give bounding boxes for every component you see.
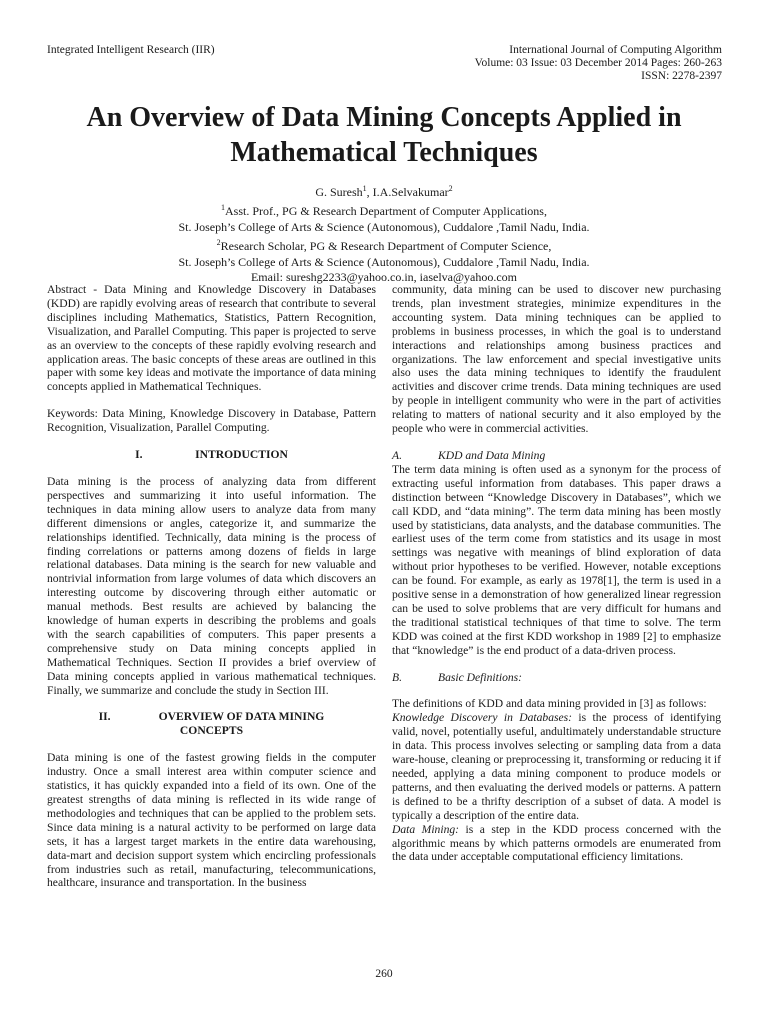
left-column xyxy=(47,283,376,890)
overview-text: Data mining is one of the fastest growing fields in the computer industry. Once a small interest area within computer science and statistics, it has quickly expanded into a field of its own. One of the greatest strengths of data mining is reflected in its wide range of methodologies and techniques that can be applied to the problem sets. Since data mining is a natural activity to be performed on large data sets, it has a largest target markets in the entire data warehousing, data-mart and decision support system which encircling professionals from industries such as retail, manufacturing, telecommunications, healthcare, insurance and transportation. In the business xyxy=(47,751,376,890)
author-2: I.A.Selvakumar xyxy=(372,185,449,199)
definition-data-mining-text: is a step in the KDD process concerned with the algorithmic means by which patterns ormodels are enumerated from the data under acceptable computational efficiency limitations. xyxy=(392,822,721,864)
subsection-a-title: KDD and Data Mining xyxy=(438,448,546,462)
affiliation-1-line-2: St. Joseph’s College of Arts & Science (Autonomous), Cuddalore ,Tamil Nadu, India. xyxy=(178,219,590,234)
kdd-text: The term data mining is often used as a synonym for the process of extracting useful information from databases. This paper draws a distinction between “Knowledge Discovery in Databases”, which we call KDD, and “data mining”. The term data mining has been mostly used by statisticians, data analysts, and the database communities. The earliest uses of the term come from statistics and its usage in most settings was negative with meanings of blind exploration of data without prior hypotheses to be verified. However, notable exceptions can be found. For example, as early as 1978[1], the term is used in a positive sense in a demonstration of how generalized linear regression can be used to solve problems that are very difficult for humans and the traditional statistical techniques of that time to solve. The term KDD was coined at the first KDD workshop in 1989 [2] to emphasize that “knowledge” is the end product of a data-driven process. xyxy=(392,462,721,657)
definitions-intro: The definitions of KDD and data mining provided in [3] as follows: xyxy=(392,697,707,711)
section-2-title-line-2: CONCEPTS xyxy=(179,724,244,738)
author-names xyxy=(0,181,768,200)
affiliation-1 xyxy=(0,200,768,219)
subsection-a-number: A. xyxy=(392,448,402,462)
subsection-b-heading xyxy=(392,671,721,685)
subsection-a-heading xyxy=(392,449,721,463)
author-separator: , xyxy=(366,185,373,199)
definition-kdd xyxy=(392,711,721,822)
section-1-heading xyxy=(47,448,376,462)
definition-data-mining-term: Data Mining: xyxy=(392,822,460,836)
journal-info xyxy=(475,44,722,83)
section-2-number: II. xyxy=(98,710,111,724)
subsection-b-number: B. xyxy=(392,670,402,684)
author-email: Email: sureshg2233@yahoo.co.in, iaselva@yahoo.com xyxy=(250,270,518,285)
page-number: 260 xyxy=(375,968,393,980)
affiliation-2-line-1: Research Scholar, PG & Research Department of Computer Science, xyxy=(220,239,552,254)
abstract: Abstract - Data Mining and Knowledge Discovery in Databases (KDD) are rapidly evolving areas of research that contribute to several disciplines including Mathematics, Statistics, Pattern Recognition, Visualization, and Parallel Computing. This paper is projected to serve as an overview to the concepts of these rapidly evolving research and application areas. The basic concepts of these areas are outlined in this paper with some key ideas and motivate the importance of data mining concepts applied in Mathematical Techniques. xyxy=(47,283,376,394)
section-2-heading xyxy=(47,710,376,738)
paper-title xyxy=(30,100,738,170)
title-line-1: An Overview of Data Mining Concepts Applied in xyxy=(86,102,682,133)
affiliation-1-line-1: Asst. Prof., PG & Research Department of Computer Applications, xyxy=(225,204,547,219)
section-1-number: I. xyxy=(135,448,143,462)
author-1: G. Suresh xyxy=(315,185,363,199)
journal-volume: Volume: 03 Issue: 03 December 2014 Pages: 260-263 xyxy=(474,57,722,69)
journal-issn: ISSN: 2278-2397 xyxy=(641,70,722,82)
affiliation-2-line-2: St. Joseph’s College of Arts & Science (Autonomous), Cuddalore ,Tamil Nadu, India. xyxy=(178,254,590,269)
definition-data-mining xyxy=(392,823,721,865)
author-block xyxy=(0,181,768,285)
author-1-sup: 1 xyxy=(362,184,367,193)
right-column xyxy=(392,283,721,864)
section-1-title: INTRODUCTION xyxy=(195,448,288,462)
section-2-title-line-1: OVERVIEW OF DATA MINING xyxy=(158,710,325,724)
introduction-text: Data mining is the process of analyzing data from different perspectives and summarizing it into useful information. The techniques in data mining allow users to analyze data from many different dimensions or angles, categorize it, and summarize the relationships identified. Technically, data mining is the process of finding correlations or patterns among dozens of fields in large relational databases. Data mining is the search for new valuable and nontrivial information from large volumes of data which discovers an interesting outcome by discovering through either automatic or manual methods. Best results are achieved by balancing the knowledge of human experts in describing the problems and goals with the search capabilities of computers. This paper presents a comprehensive study on Data mining concepts applied in Mathematical Techniques. Section II provides a brief overview of Data mining concepts applied in various mathematical techniques. Finally, we summarize and conclude the study in Section III. xyxy=(47,474,376,697)
journal-publisher: Integrated Intelligent Research (IIR) xyxy=(47,44,215,56)
subsection-b-title: Basic Definitions: xyxy=(438,670,523,684)
affiliation-1-sup: 1 xyxy=(221,203,226,213)
affiliation-2-sup: 2 xyxy=(216,238,221,248)
keywords: Keywords: Data Mining, Knowledge Discovery in Database, Pattern Recognition, Visualization, Parallel Computing. xyxy=(47,407,376,435)
definition-kdd-text: is the process of identifying valid, novel, potentially useful, andultimately understandable structure in data. This process involves selecting or sampling data from a data ware-house, cleaning or preprocessing it, transforming or reducing it if needed, applying a data mining component to produce models or patterns, and then evaluating the derived models or patterns. A pattern is defined to be a thrifty description of a subset of data. A model is typically a description of the entire data. xyxy=(392,711,721,822)
overview-continued-text: community, data mining can be used to discover new purchasing trends, plan investment strategies, minimize expenditures in the accounting system. Data mining techniques can be applied to problems in business processes, in which the goal is to understand interactions and relationships among business practices and organizations. The law enforcement and special investigative units also uses the data mining techniques to identify the fraudulent activities and discover crime trends. Data mining techniques are used by people in intelligent community who were in the part of activities relating to matters of national security and it also employed by the people who were in commercial activities. xyxy=(392,283,721,436)
author-2-sup: 2 xyxy=(448,184,453,193)
title-line-2: Mathematical Techniques xyxy=(230,137,538,168)
affiliation-2 xyxy=(0,235,768,254)
journal-name: International Journal of Computing Algorithm xyxy=(509,44,722,56)
definition-kdd-term: Knowledge Discovery in Databases: xyxy=(392,711,573,725)
